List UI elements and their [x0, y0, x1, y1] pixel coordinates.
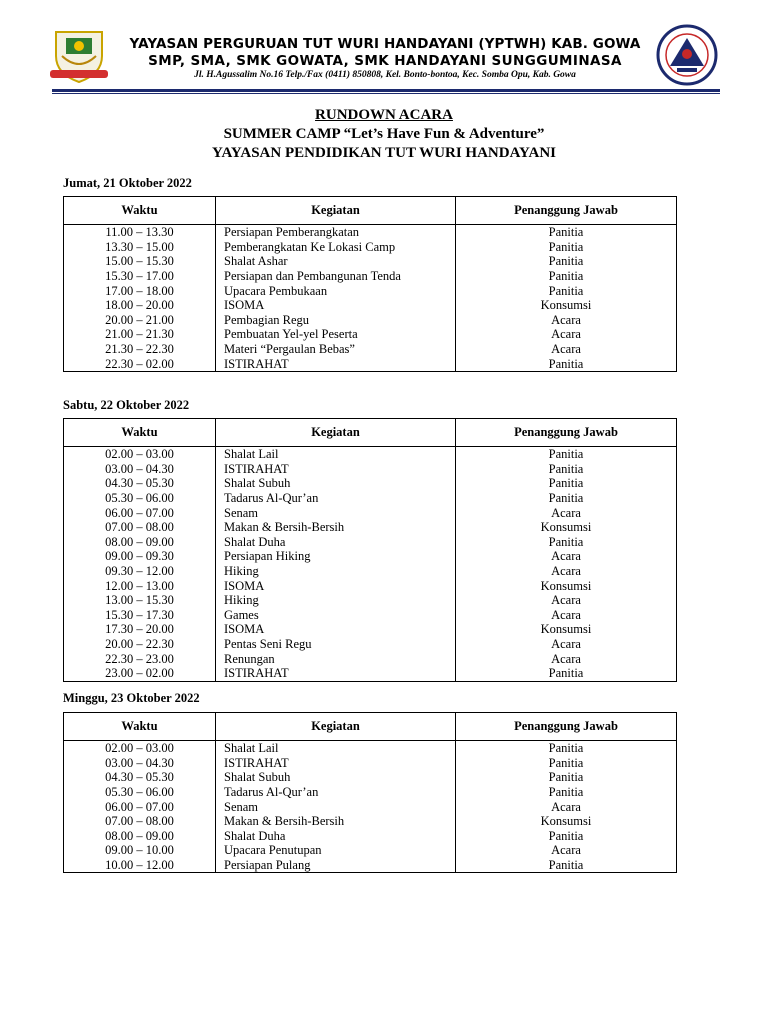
header-kegiatan: Kegiatan: [216, 713, 456, 741]
schedule-table-friday: [63, 196, 677, 372]
cell-penanggung-jawab: Panitia: [456, 785, 677, 800]
cell-kegiatan: Senam: [216, 505, 456, 520]
table-row: [64, 462, 677, 477]
letterhead-rule-thick: [52, 89, 720, 92]
letterhead: [40, 22, 730, 94]
day-label-saturday: Sabtu, 22 Oktober 2022: [63, 398, 190, 412]
table-row: [64, 535, 677, 550]
cell-kegiatan: Shalat Duha: [216, 535, 456, 550]
header-penanggung-jawab: Penanggung Jawab: [456, 713, 677, 741]
cell-penanggung-jawab: Panitia: [456, 240, 677, 255]
cell-kegiatan: ISTIRAHAT: [216, 462, 456, 477]
table-row: [64, 785, 677, 800]
header-waktu: Waktu: [64, 713, 216, 741]
table-row: [64, 756, 677, 771]
cell-penanggung-jawab: Acara: [456, 342, 677, 357]
schedule-table-saturday: [63, 418, 677, 682]
table-row: [64, 741, 677, 756]
schedule-table-sunday: [63, 712, 677, 873]
cell-kegiatan: ISOMA: [216, 578, 456, 593]
cell-penanggung-jawab: Acara: [456, 564, 677, 579]
header-waktu: Waktu: [64, 197, 216, 225]
table-row: [64, 637, 677, 652]
table-row: [64, 505, 677, 520]
cell-waktu: 06.00 – 07.00: [64, 505, 216, 520]
header-penanggung-jawab: Penanggung Jawab: [456, 419, 677, 447]
cell-waktu: 03.00 – 04.30: [64, 462, 216, 477]
cell-kegiatan: ISTIRAHAT: [216, 756, 456, 771]
cell-kegiatan: Pembuatan Yel-yel Peserta: [216, 327, 456, 342]
cell-waktu: 15.30 – 17.00: [64, 269, 216, 284]
header-waktu: Waktu: [64, 419, 216, 447]
cell-kegiatan: Persiapan dan Pembangunan Tenda: [216, 269, 456, 284]
cell-penanggung-jawab: Acara: [456, 843, 677, 858]
cell-penanggung-jawab: Panitia: [456, 535, 677, 550]
table-row: [64, 858, 677, 873]
cell-penanggung-jawab: Panitia: [456, 741, 677, 756]
table-header-row: [64, 713, 677, 741]
cell-kegiatan: Shalat Lail: [216, 447, 456, 462]
table-row: [64, 651, 677, 666]
header-penanggung-jawab: Penanggung Jawab: [456, 197, 677, 225]
cell-waktu: 22.30 – 02.00: [64, 356, 216, 371]
cell-kegiatan: ISTIRAHAT: [216, 666, 456, 681]
header-kegiatan: Kegiatan: [216, 197, 456, 225]
table-row: [64, 814, 677, 829]
cell-waktu: 09.30 – 12.00: [64, 564, 216, 579]
cell-penanggung-jawab: Panitia: [456, 269, 677, 284]
school-names: SMP, SMA, SMK GOWATA, SMK HANDAYANI SUNGGUMINASA: [148, 53, 622, 69]
day-label-friday: Jumat, 21 Oktober 2022: [63, 176, 192, 190]
table-row: [64, 843, 677, 858]
cell-kegiatan: Upacara Pembukaan: [216, 283, 456, 298]
cell-waktu: 11.00 – 13.30: [64, 225, 216, 240]
table-row: [64, 298, 677, 313]
cell-penanggung-jawab: Panitia: [456, 283, 677, 298]
table-row: [64, 549, 677, 564]
table-row: [64, 269, 677, 284]
cell-waktu: 05.30 – 06.00: [64, 785, 216, 800]
cell-kegiatan: Pembagian Regu: [216, 313, 456, 328]
cell-kegiatan: Shalat Duha: [216, 829, 456, 844]
cell-kegiatan: Materi “Pergaulan Bebas”: [216, 342, 456, 357]
cell-waktu: 21.00 – 21.30: [64, 327, 216, 342]
cell-kegiatan: Persiapan Pulang: [216, 858, 456, 873]
cell-kegiatan: Shalat Ashar: [216, 254, 456, 269]
cell-kegiatan: ISTIRAHAT: [216, 356, 456, 371]
cell-waktu: 17.00 – 18.00: [64, 283, 216, 298]
cell-penanggung-jawab: Acara: [456, 608, 677, 623]
cell-penanggung-jawab: Panitia: [456, 858, 677, 873]
table-row: [64, 608, 677, 623]
table-row: [64, 447, 677, 462]
foundation-name: YAYASAN PERGURUAN TUT WURI HANDAYANI (YPTWH) KAB. GOWA: [129, 36, 641, 52]
cell-kegiatan: Renungan: [216, 651, 456, 666]
cell-kegiatan: Tadarus Al-Qur’an: [216, 491, 456, 506]
header-kegiatan: Kegiatan: [216, 419, 456, 447]
cell-penanggung-jawab: Panitia: [456, 476, 677, 491]
table-header-row: [64, 197, 677, 225]
table-row: [64, 356, 677, 371]
cell-kegiatan: Pentas Seni Regu: [216, 637, 456, 652]
tut-wuri-handayani-emblem-icon: [652, 24, 722, 86]
cell-waktu: 20.00 – 21.00: [64, 313, 216, 328]
document-title: RUNDOWN ACARA: [315, 107, 453, 123]
table-row: [64, 254, 677, 269]
cell-penanggung-jawab: Panitia: [456, 462, 677, 477]
cell-penanggung-jawab: Acara: [456, 327, 677, 342]
cell-kegiatan: Persiapan Hiking: [216, 549, 456, 564]
cell-waktu: 09.00 – 09.30: [64, 549, 216, 564]
cell-penanggung-jawab: Panitia: [456, 447, 677, 462]
cell-waktu: 15.00 – 15.30: [64, 254, 216, 269]
cell-kegiatan: Tadarus Al-Qur’an: [216, 785, 456, 800]
cell-waktu: 04.30 – 05.30: [64, 476, 216, 491]
cell-waktu: 08.00 – 09.00: [64, 829, 216, 844]
cell-waktu: 13.00 – 15.30: [64, 593, 216, 608]
cell-waktu: 15.30 – 17.30: [64, 608, 216, 623]
cell-waktu: 18.00 – 20.00: [64, 298, 216, 313]
organizer-name: YAYASAN PENDIDIKAN TUT WURI HANDAYANI: [212, 145, 556, 161]
table-row: [64, 829, 677, 844]
cell-penanggung-jawab: Konsumsi: [456, 622, 677, 637]
cell-penanggung-jawab: Acara: [456, 637, 677, 652]
cell-penanggung-jawab: Acara: [456, 505, 677, 520]
cell-kegiatan: Shalat Lail: [216, 741, 456, 756]
table-row: [64, 342, 677, 357]
table-row: [64, 622, 677, 637]
cell-waktu: 22.30 – 23.00: [64, 651, 216, 666]
cell-penanggung-jawab: Panitia: [456, 666, 677, 681]
cell-penanggung-jawab: Konsumsi: [456, 814, 677, 829]
cell-penanggung-jawab: Panitia: [456, 356, 677, 371]
cell-waktu: 20.00 – 22.30: [64, 637, 216, 652]
address-line: Jl. H.Agussalim No.16 Telp./Fax (0411) 850808, Kel. Bonto-bontoa, Kec. Somba Opu, Kab. Gowa: [194, 70, 576, 80]
cell-kegiatan: Hiking: [216, 564, 456, 579]
cell-waktu: 02.00 – 03.00: [64, 447, 216, 462]
table-row: [64, 327, 677, 342]
cell-waktu: 17.30 – 20.00: [64, 622, 216, 637]
cell-kegiatan: Shalat Subuh: [216, 770, 456, 785]
cell-waktu: 07.00 – 08.00: [64, 814, 216, 829]
cell-waktu: 06.00 – 07.00: [64, 799, 216, 814]
event-name: SUMMER CAMP “Let’s Have Fun & Adventure”: [223, 126, 545, 142]
cell-penanggung-jawab: Konsumsi: [456, 298, 677, 313]
table-row: [64, 520, 677, 535]
cell-waktu: 03.00 – 04.30: [64, 756, 216, 771]
cell-kegiatan: Makan & Bersih-Bersih: [216, 520, 456, 535]
cell-waktu: 08.00 – 09.00: [64, 535, 216, 550]
cell-kegiatan: Shalat Subuh: [216, 476, 456, 491]
letterhead-rule-thin: [52, 93, 720, 94]
cell-kegiatan: Upacara Penutupan: [216, 843, 456, 858]
table-row: [64, 770, 677, 785]
cell-penanggung-jawab: Panitia: [456, 491, 677, 506]
cell-waktu: 07.00 – 08.00: [64, 520, 216, 535]
table-row: [64, 491, 677, 506]
cell-penanggung-jawab: Panitia: [456, 756, 677, 771]
table-row: [64, 283, 677, 298]
cell-penanggung-jawab: Konsumsi: [456, 520, 677, 535]
table-row: [64, 225, 677, 240]
cell-penanggung-jawab: Acara: [456, 593, 677, 608]
cell-waktu: 23.00 – 02.00: [64, 666, 216, 681]
cell-penanggung-jawab: Acara: [456, 799, 677, 814]
cell-waktu: 10.00 – 12.00: [64, 858, 216, 873]
table-row: [64, 564, 677, 579]
table-row: [64, 578, 677, 593]
cell-waktu: 12.00 – 13.00: [64, 578, 216, 593]
cell-waktu: 09.00 – 10.00: [64, 843, 216, 858]
cell-kegiatan: Makan & Bersih-Bersih: [216, 814, 456, 829]
cell-penanggung-jawab: Panitia: [456, 225, 677, 240]
cell-kegiatan: ISOMA: [216, 298, 456, 313]
cell-penanggung-jawab: Panitia: [456, 829, 677, 844]
table-row: [64, 799, 677, 814]
cell-penanggung-jawab: Konsumsi: [456, 578, 677, 593]
cell-kegiatan: Hiking: [216, 593, 456, 608]
cell-kegiatan: ISOMA: [216, 622, 456, 637]
table-row: [64, 666, 677, 681]
cell-penanggung-jawab: Acara: [456, 549, 677, 564]
cell-penanggung-jawab: Acara: [456, 651, 677, 666]
table-header-row: [64, 419, 677, 447]
table-row: [64, 240, 677, 255]
table-row: [64, 476, 677, 491]
cell-waktu: 04.30 – 05.30: [64, 770, 216, 785]
cell-kegiatan: Pemberangkatan Ke Lokasi Camp: [216, 240, 456, 255]
table-row: [64, 313, 677, 328]
cell-penanggung-jawab: Panitia: [456, 770, 677, 785]
cell-kegiatan: Persiapan Pemberangkatan: [216, 225, 456, 240]
cell-kegiatan: Games: [216, 608, 456, 623]
cell-penanggung-jawab: Panitia: [456, 254, 677, 269]
cell-waktu: 13.30 – 15.00: [64, 240, 216, 255]
day-label-sunday: Minggu, 23 Oktober 2022: [63, 691, 200, 705]
cell-waktu: 21.30 – 22.30: [64, 342, 216, 357]
cell-waktu: 02.00 – 03.00: [64, 741, 216, 756]
table-row: [64, 593, 677, 608]
cell-waktu: 05.30 – 06.00: [64, 491, 216, 506]
cell-penanggung-jawab: Acara: [456, 313, 677, 328]
cell-kegiatan: Senam: [216, 799, 456, 814]
